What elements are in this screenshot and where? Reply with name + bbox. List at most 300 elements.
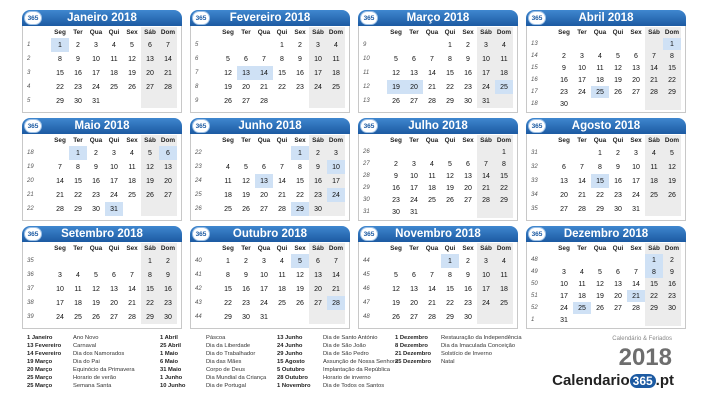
day-cell[interactable]: 23 [159, 296, 177, 310]
day-cell[interactable]: 28 [428, 313, 436, 321]
day-cell[interactable]: 9 [76, 55, 80, 63]
day-cell[interactable]: 20 [405, 80, 423, 94]
day-cell[interactable]: 17 [260, 285, 268, 293]
day-cell[interactable]: 2 [159, 254, 177, 268]
day-cell[interactable]: 30 [159, 310, 177, 324]
day-cell[interactable]: 8 [645, 266, 663, 278]
day-cell[interactable]: 11 [74, 285, 82, 293]
day-cell[interactable]: 17 [110, 177, 118, 185]
day-cell[interactable]: 25 [128, 191, 136, 199]
day-cell[interactable]: 20 [159, 174, 177, 188]
day-cell[interactable]: 5 [244, 163, 248, 171]
day-cell[interactable]: 25 [495, 296, 513, 310]
day-cell[interactable]: 29 [495, 194, 513, 206]
day-cell[interactable]: 27 [110, 313, 118, 321]
day-cell[interactable]: 18 [278, 285, 286, 293]
day-cell[interactable]: 1 [69, 146, 87, 160]
day-cell[interactable]: 28 [645, 86, 663, 98]
day-cell[interactable]: 31 [105, 202, 123, 216]
day-cell[interactable]: 2 [616, 149, 620, 157]
day-cell[interactable]: 10 [477, 268, 495, 282]
day-cell[interactable]: 6 [309, 254, 327, 268]
day-cell[interactable]: 28 [632, 304, 640, 312]
day-cell[interactable]: 8 [598, 163, 602, 171]
day-cell[interactable]: 26 [141, 188, 159, 202]
day-cell[interactable]: 10 [309, 52, 327, 66]
day-cell[interactable]: 6 [262, 163, 266, 171]
day-cell[interactable]: 6 [634, 52, 638, 60]
day-cell[interactable]: 10 [578, 64, 586, 72]
day-cell[interactable]: 16 [464, 69, 472, 77]
day-cell[interactable]: 17 [56, 299, 64, 307]
day-cell[interactable]: 18 [645, 174, 663, 188]
day-cell[interactable]: 19 [128, 69, 136, 77]
day-cell[interactable]: 29 [596, 205, 604, 213]
day-cell[interactable]: 1 [141, 254, 159, 268]
day-cell[interactable]: 15 [446, 69, 454, 77]
day-cell[interactable]: 28 [260, 97, 268, 105]
day-cell[interactable]: 1 [598, 149, 602, 157]
day-cell[interactable]: 9 [94, 163, 98, 171]
day-cell[interactable]: 1 [448, 41, 452, 49]
day-cell[interactable]: 13 [110, 285, 118, 293]
day-cell[interactable]: 17 [327, 174, 345, 188]
day-cell[interactable]: 5 [130, 41, 134, 49]
day-cell[interactable]: 22 [141, 296, 159, 310]
day-cell[interactable]: 24 [56, 313, 64, 321]
day-cell[interactable]: 7 [130, 271, 134, 279]
day-cell[interactable]: 10 [260, 271, 268, 279]
day-cell[interactable]: 26 [392, 313, 400, 321]
day-cell[interactable]: 27 [560, 205, 568, 213]
day-cell[interactable]: 11 [224, 177, 232, 185]
day-cell[interactable]: 12 [296, 271, 304, 279]
day-cell[interactable]: 27 [242, 97, 250, 105]
day-cell[interactable]: 8 [226, 271, 230, 279]
day-cell[interactable]: 3 [634, 149, 638, 157]
day-cell[interactable]: 31 [410, 208, 418, 216]
day-cell[interactable]: 31 [477, 94, 495, 108]
day-cell[interactable]: 29 [645, 302, 663, 314]
day-cell[interactable]: 24 [110, 191, 118, 199]
day-cell[interactable]: 7 [634, 268, 638, 276]
day-cell[interactable]: 8 [448, 55, 452, 63]
day-cell[interactable]: 24 [578, 88, 586, 96]
day-cell[interactable]: 11 [578, 280, 586, 288]
day-cell[interactable]: 29 [141, 310, 159, 324]
day-cell[interactable]: 25 [428, 196, 436, 204]
day-cell[interactable]: 23 [663, 290, 681, 302]
day-cell[interactable]: 15 [296, 177, 304, 185]
day-cell[interactable]: 12 [128, 55, 136, 63]
day-cell[interactable]: 22 [663, 74, 681, 86]
day-cell[interactable]: 23 [392, 196, 400, 204]
day-cell[interactable]: 5 [448, 160, 452, 168]
day-cell[interactable]: 20 [242, 83, 250, 91]
day-cell[interactable]: 6 [244, 55, 248, 63]
day-cell[interactable]: 1 [51, 38, 69, 52]
day-cell[interactable]: 4 [280, 257, 284, 265]
day-cell[interactable]: 28 [159, 80, 177, 94]
day-cell[interactable]: 3 [262, 257, 266, 265]
day-cell[interactable]: 10 [92, 55, 100, 63]
day-cell[interactable]: 9 [616, 163, 620, 171]
day-cell[interactable]: 9 [244, 271, 248, 279]
day-cell[interactable]: 13 [410, 285, 418, 293]
day-cell[interactable]: 25 [110, 83, 118, 91]
day-cell[interactable]: 17 [560, 292, 568, 300]
day-cell[interactable]: 25 [495, 80, 513, 94]
day-cell[interactable]: 26 [392, 97, 400, 105]
day-cell[interactable]: 16 [242, 285, 250, 293]
day-cell[interactable]: 10 [632, 163, 640, 171]
day-cell[interactable]: 24 [410, 196, 418, 204]
day-cell[interactable]: 24 [327, 188, 345, 202]
day-cell[interactable]: 15 [591, 174, 609, 188]
day-cell[interactable]: 5 [291, 254, 309, 268]
day-cell[interactable]: 20 [614, 292, 622, 300]
day-cell[interactable]: 28 [428, 97, 436, 105]
day-cell[interactable]: 17 [309, 66, 327, 80]
day-cell[interactable]: 9 [298, 55, 302, 63]
day-cell[interactable]: 30 [464, 313, 472, 321]
day-cell[interactable]: 16 [74, 69, 82, 77]
day-cell[interactable]: 26 [242, 205, 250, 213]
day-cell[interactable]: 16 [92, 177, 100, 185]
day-cell[interactable]: 4 [76, 271, 80, 279]
day-cell[interactable]: 3 [327, 146, 345, 160]
day-cell[interactable]: 9 [663, 266, 681, 278]
day-cell[interactable]: 31 [632, 205, 640, 213]
day-cell[interactable]: 7 [477, 158, 495, 170]
day-cell[interactable]: 11 [428, 172, 436, 180]
day-cell[interactable]: 4 [130, 149, 134, 157]
day-cell[interactable]: 22 [296, 191, 304, 199]
day-cell[interactable]: 14 [327, 268, 345, 282]
day-cell[interactable]: 21 [260, 83, 268, 91]
day-cell[interactable]: 22 [495, 182, 513, 194]
day-cell[interactable]: 6 [112, 271, 116, 279]
day-cell[interactable]: 29 [446, 97, 454, 105]
day-cell[interactable]: 7 [280, 163, 284, 171]
day-cell[interactable]: 29 [291, 202, 309, 216]
day-cell[interactable]: 10 [327, 160, 345, 174]
day-cell[interactable]: 16 [560, 76, 568, 84]
day-cell[interactable]: 18 [110, 69, 118, 77]
day-cell[interactable]: 7 [645, 50, 663, 62]
day-cell[interactable]: 12 [392, 69, 400, 77]
day-cell[interactable]: 11 [596, 64, 604, 72]
day-cell[interactable]: 20 [560, 191, 568, 199]
day-cell[interactable]: 15 [278, 69, 286, 77]
day-cell[interactable]: 20 [141, 66, 159, 80]
day-cell[interactable]: 30 [74, 97, 82, 105]
day-cell[interactable]: 26 [614, 88, 622, 96]
day-cell[interactable]: 23 [614, 191, 622, 199]
day-cell[interactable]: 31 [92, 97, 100, 105]
day-cell[interactable]: 4 [327, 38, 345, 52]
day-cell[interactable]: 13 [159, 160, 177, 174]
day-cell[interactable]: 25 [591, 86, 609, 98]
day-cell[interactable]: 12 [446, 172, 454, 180]
day-cell[interactable]: 2 [298, 41, 302, 49]
day-cell[interactable]: 30 [242, 313, 250, 321]
day-cell[interactable]: 5 [663, 146, 681, 160]
day-cell[interactable]: 20 [464, 184, 472, 192]
day-cell[interactable]: 6 [159, 146, 177, 160]
day-cell[interactable]: 13 [255, 174, 273, 188]
day-cell[interactable]: 30 [309, 202, 327, 216]
day-cell[interactable]: 11 [645, 160, 663, 174]
day-cell[interactable]: 7 [262, 55, 266, 63]
day-cell[interactable]: 23 [296, 83, 304, 91]
day-cell[interactable]: 20 [410, 299, 418, 307]
day-cell[interactable]: 28 [578, 205, 586, 213]
day-cell[interactable]: 18 [128, 177, 136, 185]
day-cell[interactable]: 16 [464, 285, 472, 293]
day-cell[interactable]: 6 [466, 160, 470, 168]
day-cell[interactable]: 13 [141, 52, 159, 66]
day-cell[interactable]: 2 [244, 257, 248, 265]
day-cell[interactable]: 5 [598, 268, 602, 276]
day-cell[interactable]: 22 [446, 299, 454, 307]
day-cell[interactable]: 19 [296, 285, 304, 293]
day-cell[interactable]: 25 [224, 205, 232, 213]
day-cell[interactable]: 8 [76, 163, 80, 171]
day-cell[interactable]: 18 [74, 299, 82, 307]
day-cell[interactable]: 18 [495, 282, 513, 296]
day-cell[interactable]: 13 [632, 64, 640, 72]
day-cell[interactable]: 12 [242, 177, 250, 185]
day-cell[interactable]: 16 [159, 282, 177, 296]
day-cell[interactable]: 15 [56, 69, 64, 77]
day-cell[interactable]: 14 [255, 66, 273, 80]
day-cell[interactable]: 2 [309, 146, 327, 160]
day-cell[interactable]: 4 [645, 146, 663, 160]
day-cell[interactable]: 12 [224, 69, 232, 77]
day-cell[interactable]: 19 [242, 191, 250, 199]
day-cell[interactable]: 24 [309, 80, 327, 94]
day-cell[interactable]: 16 [309, 174, 327, 188]
day-cell[interactable]: 25 [278, 299, 286, 307]
day-cell[interactable]: 29 [56, 97, 64, 105]
day-cell[interactable]: 3 [94, 41, 98, 49]
day-cell[interactable]: 17 [578, 76, 586, 84]
day-cell[interactable]: 10 [560, 280, 568, 288]
day-cell[interactable]: 2 [394, 160, 398, 168]
day-cell[interactable]: 12 [663, 160, 681, 174]
day-cell[interactable]: 11 [278, 271, 286, 279]
day-cell[interactable]: 7 [580, 163, 584, 171]
day-cell[interactable]: 23 [464, 299, 472, 307]
day-cell[interactable]: 3 [477, 38, 495, 52]
day-cell[interactable]: 8 [495, 158, 513, 170]
day-cell[interactable]: 28 [128, 313, 136, 321]
day-cell[interactable]: 9 [159, 268, 177, 282]
day-cell[interactable]: 9 [309, 160, 327, 174]
day-cell[interactable]: 19 [446, 184, 454, 192]
day-cell[interactable]: 8 [280, 55, 284, 63]
day-cell[interactable]: 30 [663, 302, 681, 314]
day-cell[interactable]: 23 [242, 299, 250, 307]
day-cell[interactable]: 13 [560, 177, 568, 185]
day-cell[interactable]: 24 [477, 296, 495, 310]
day-cell[interactable]: 23 [309, 188, 327, 202]
day-cell[interactable]: 9 [466, 271, 470, 279]
day-cell[interactable]: 6 [141, 38, 159, 52]
day-cell[interactable]: 21 [578, 191, 586, 199]
day-cell[interactable]: 21 [428, 83, 436, 91]
day-cell[interactable]: 30 [392, 208, 400, 216]
day-cell[interactable]: 4 [598, 52, 602, 60]
day-cell[interactable]: 12 [614, 64, 622, 72]
day-cell[interactable]: 25 [573, 302, 591, 314]
day-cell[interactable]: 21 [327, 282, 345, 296]
day-cell[interactable]: 14 [645, 62, 663, 74]
day-cell[interactable]: 10 [110, 163, 118, 171]
day-cell[interactable]: 25 [645, 188, 663, 202]
day-cell[interactable]: 20 [260, 191, 268, 199]
day-cell[interactable]: 16 [614, 177, 622, 185]
day-cell[interactable]: 14 [632, 280, 640, 288]
day-cell[interactable]: 20 [110, 299, 118, 307]
day-cell[interactable]: 5 [394, 55, 398, 63]
day-cell[interactable]: 27 [141, 80, 159, 94]
day-cell[interactable]: 1 [645, 254, 663, 266]
day-cell[interactable]: 21 [428, 299, 436, 307]
day-cell[interactable]: 1 [663, 38, 681, 50]
day-cell[interactable]: 19 [614, 76, 622, 84]
brand-logo[interactable] [552, 372, 674, 389]
day-cell[interactable]: 29 [663, 86, 681, 98]
day-cell[interactable]: 29 [446, 313, 454, 321]
day-cell[interactable]: 22 [596, 191, 604, 199]
day-cell[interactable]: 19 [663, 174, 681, 188]
day-cell[interactable]: 3 [412, 160, 416, 168]
day-cell[interactable]: 18 [495, 66, 513, 80]
day-cell[interactable]: 12 [92, 285, 100, 293]
day-cell[interactable]: 8 [58, 55, 62, 63]
day-cell[interactable]: 31 [560, 316, 568, 324]
day-cell[interactable]: 4 [580, 268, 584, 276]
day-cell[interactable]: 18 [428, 184, 436, 192]
day-cell[interactable]: 27 [464, 196, 472, 204]
day-cell[interactable]: 3 [58, 271, 62, 279]
day-cell[interactable]: 13 [309, 268, 327, 282]
day-cell[interactable]: 7 [159, 38, 177, 52]
day-cell[interactable]: 6 [616, 268, 620, 276]
day-cell[interactable]: 9 [394, 172, 398, 180]
day-cell[interactable]: 25 [327, 80, 345, 94]
day-cell[interactable]: 23 [464, 83, 472, 91]
day-cell[interactable]: 16 [392, 184, 400, 192]
day-cell[interactable]: 22 [278, 83, 286, 91]
day-cell[interactable]: 5 [94, 271, 98, 279]
day-cell[interactable]: 26 [446, 196, 454, 204]
day-cell[interactable]: 9 [466, 55, 470, 63]
day-cell[interactable]: 30 [560, 100, 568, 108]
day-cell[interactable]: 14 [159, 52, 177, 66]
day-cell[interactable]: 22 [446, 83, 454, 91]
day-cell[interactable]: 21 [159, 66, 177, 80]
day-cell[interactable]: 2 [466, 41, 470, 49]
day-cell[interactable]: 8 [298, 163, 302, 171]
day-cell[interactable]: 3 [309, 38, 327, 52]
day-cell[interactable]: 20 [309, 282, 327, 296]
day-cell[interactable]: 7 [430, 55, 434, 63]
day-cell[interactable]: 16 [296, 69, 304, 77]
day-cell[interactable]: 1 [291, 146, 309, 160]
day-cell[interactable]: 27 [159, 188, 177, 202]
day-cell[interactable]: 27 [410, 313, 418, 321]
day-cell[interactable]: 17 [632, 177, 640, 185]
day-cell[interactable]: 24 [92, 83, 100, 91]
day-cell[interactable]: 29 [224, 313, 232, 321]
day-cell[interactable]: 20 [632, 76, 640, 84]
day-cell[interactable]: 22 [56, 83, 64, 91]
day-cell[interactable]: 19 [596, 292, 604, 300]
day-cell[interactable]: 21 [128, 299, 136, 307]
day-cell[interactable]: 27 [614, 304, 622, 312]
day-cell[interactable]: 8 [663, 50, 681, 62]
day-cell[interactable]: 6 [412, 55, 416, 63]
day-cell[interactable]: 10 [477, 52, 495, 66]
day-cell[interactable]: 5 [226, 55, 230, 63]
day-cell[interactable]: 29 [74, 205, 82, 213]
day-cell[interactable]: 14 [477, 170, 495, 182]
day-cell[interactable]: 30 [92, 205, 100, 213]
day-cell[interactable]: 22 [74, 191, 82, 199]
day-cell[interactable]: 2 [562, 52, 566, 60]
day-cell[interactable]: 21 [278, 191, 286, 199]
day-cell[interactable]: 13 [464, 172, 472, 180]
day-cell[interactable]: 28 [477, 194, 495, 206]
day-cell[interactable]: 16 [663, 278, 681, 290]
day-cell[interactable]: 5 [394, 271, 398, 279]
day-cell[interactable]: 15 [141, 282, 159, 296]
day-cell[interactable]: 26 [224, 97, 232, 105]
day-cell[interactable]: 2 [663, 254, 681, 266]
day-cell[interactable]: 26 [92, 313, 100, 321]
day-cell[interactable]: 17 [477, 66, 495, 80]
day-cell[interactable]: 14 [278, 177, 286, 185]
day-cell[interactable]: 19 [224, 83, 232, 91]
day-cell[interactable]: 14 [428, 285, 436, 293]
day-cell[interactable]: 27 [260, 205, 268, 213]
day-cell[interactable]: 14 [428, 69, 436, 77]
day-cell[interactable]: 19 [387, 80, 405, 94]
day-cell[interactable]: 11 [327, 52, 345, 66]
day-cell[interactable]: 4 [112, 41, 116, 49]
day-cell[interactable]: 4 [226, 163, 230, 171]
day-cell[interactable]: 17 [410, 184, 418, 192]
day-cell[interactable]: 13 [410, 69, 418, 77]
day-cell[interactable]: 9 [562, 64, 566, 72]
day-cell[interactable]: 14 [578, 177, 586, 185]
day-cell[interactable]: 24 [477, 80, 495, 94]
day-cell[interactable]: 21 [645, 74, 663, 86]
day-cell[interactable]: 7 [58, 163, 62, 171]
day-cell[interactable]: 6 [562, 163, 566, 171]
day-cell[interactable]: 28 [278, 205, 286, 213]
day-cell[interactable]: 21 [477, 182, 495, 194]
day-cell[interactable]: 7 [327, 254, 345, 268]
day-cell[interactable]: 17 [477, 282, 495, 296]
day-cell[interactable]: 15 [495, 170, 513, 182]
day-cell[interactable]: 1 [441, 254, 459, 268]
day-cell[interactable]: 15 [663, 62, 681, 74]
day-cell[interactable]: 18 [327, 66, 345, 80]
